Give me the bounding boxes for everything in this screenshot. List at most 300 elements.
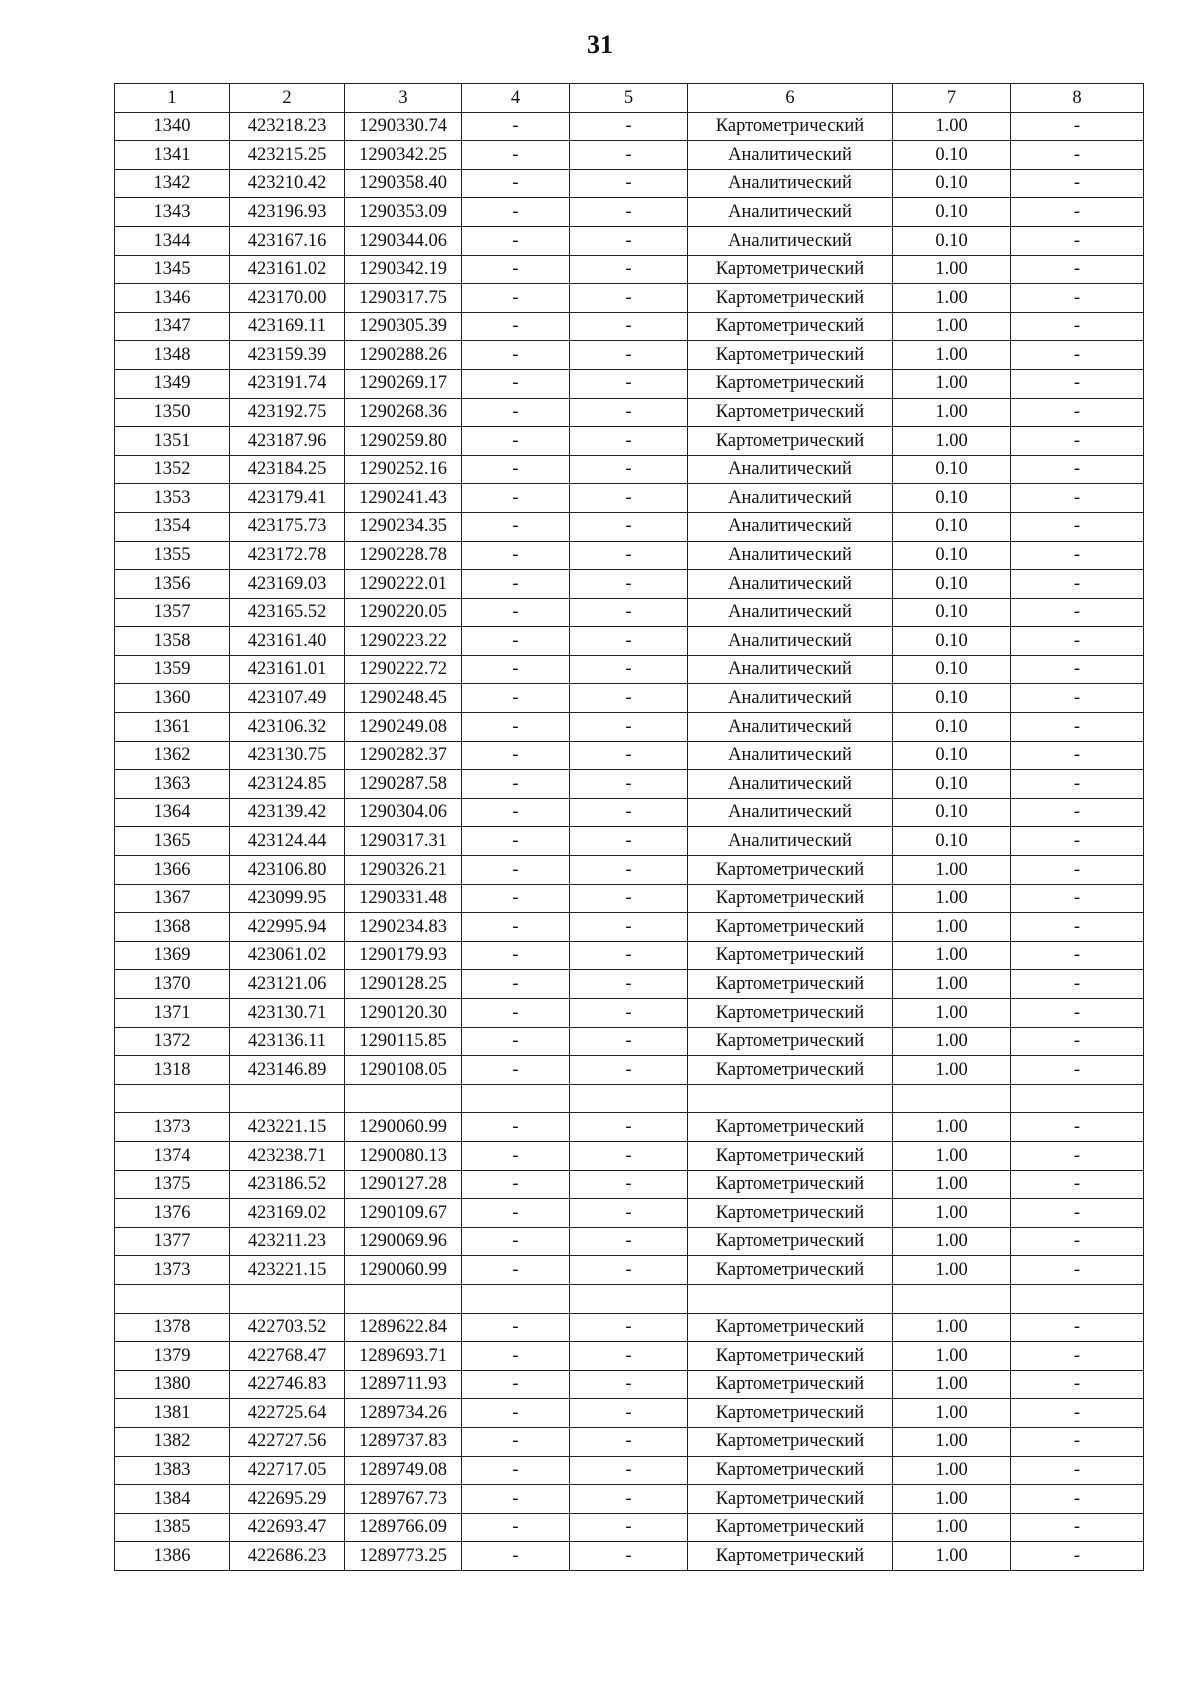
table-cell: Аналитический [688,455,893,484]
table-cell: 1290115.85 [345,1027,462,1056]
table-cell: - [570,312,688,341]
table-cell: - [1011,255,1144,284]
table-cell: - [570,741,688,770]
table-cell: 423191.74 [230,369,345,398]
table-cell: 1290288.26 [345,341,462,370]
table-cell: - [462,1199,570,1228]
table-cell: 1363 [115,770,230,799]
table-cell: 1379 [115,1342,230,1371]
table-cell: 1341 [115,141,230,170]
table-row [115,427,1144,456]
table-cell [115,1284,230,1313]
table-cell: 0.10 [893,627,1011,656]
table-cell: - [1011,770,1144,799]
table-cell: 0.10 [893,169,1011,198]
table-cell: 1345 [115,255,230,284]
separator-row [115,1084,1144,1113]
table-cell: 1290353.09 [345,198,462,227]
table-row [115,512,1144,541]
table-cell: - [462,1056,570,1085]
table-cell: - [1011,312,1144,341]
table-row [115,684,1144,713]
table-cell: 1.00 [893,312,1011,341]
table-cell: - [570,1427,688,1456]
table-cell: 422727.56 [230,1427,345,1456]
table-cell: 422995.94 [230,913,345,942]
table-cell: Аналитический [688,198,893,227]
table-cell: 1383 [115,1456,230,1485]
table-cell: Картометрический [688,1427,893,1456]
table-cell: - [462,913,570,942]
table-cell: - [1011,999,1144,1028]
table-cell: 0.10 [893,770,1011,799]
table-cell: - [1011,169,1144,198]
table-cell: 1.00 [893,884,1011,913]
table-cell: - [570,913,688,942]
table-cell: 1290109.67 [345,1199,462,1228]
table-cell: 423106.80 [230,856,345,885]
table-cell: 1289737.83 [345,1427,462,1456]
table-cell: 1.00 [893,1256,1011,1285]
table-cell: - [1011,884,1144,913]
table-cell: 1290331.48 [345,884,462,913]
table-cell: Картометрический [688,884,893,913]
table-cell: 422693.47 [230,1513,345,1542]
table-cell: 1354 [115,512,230,541]
table-cell: 423170.00 [230,284,345,313]
table-cell: 1289711.93 [345,1370,462,1399]
table-cell [230,1284,345,1313]
table-cell [230,1084,345,1113]
table-cell: Картометрический [688,1399,893,1428]
table-cell: 423169.03 [230,570,345,599]
table-cell: 1.00 [893,255,1011,284]
table-row [115,1113,1144,1142]
table-cell: - [1011,1113,1144,1142]
table-cell: 1351 [115,427,230,456]
table-cell: 1.00 [893,284,1011,313]
table-cell: 1290108.05 [345,1056,462,1085]
table-cell: - [570,141,688,170]
table-cell: 423159.39 [230,341,345,370]
table-cell: 1.00 [893,1056,1011,1085]
table-cell: Картометрический [688,1256,893,1285]
table-cell: - [570,1513,688,1542]
table-cell: Аналитический [688,713,893,742]
table-cell: 1290248.45 [345,684,462,713]
table-cell: - [462,198,570,227]
table-cell: 1290282.37 [345,741,462,770]
column-header: 5 [570,84,688,113]
table-cell: - [462,226,570,255]
table-cell: 0.10 [893,226,1011,255]
table-row [115,198,1144,227]
table-cell: Картометрический [688,1513,893,1542]
table-cell: 1382 [115,1427,230,1456]
table-cell: - [570,713,688,742]
table-cell: 1.00 [893,398,1011,427]
table-cell: 1375 [115,1170,230,1199]
table-cell: 1356 [115,570,230,599]
table-cell: 0.10 [893,198,1011,227]
table-cell: - [1011,1256,1144,1285]
table-cell: 1346 [115,284,230,313]
table-cell: - [462,1313,570,1342]
table-cell: - [462,741,570,770]
table-cell: - [462,1456,570,1485]
table-cell: 423146.89 [230,1056,345,1085]
table-cell: - [1011,1227,1144,1256]
table-cell: - [1011,684,1144,713]
table-cell: 1373 [115,1113,230,1142]
table-cell: 1290069.96 [345,1227,462,1256]
table-cell: 1290268.36 [345,398,462,427]
table-row [115,1199,1144,1228]
table-cell: 423106.32 [230,713,345,742]
table-row [115,1056,1144,1085]
table-cell: - [1011,598,1144,627]
table-cell: Картометрический [688,999,893,1028]
table-cell: - [1011,1313,1144,1342]
table-cell [345,1284,462,1313]
table-cell: 1349 [115,369,230,398]
table-cell: 0.10 [893,141,1011,170]
table-cell: 1290317.75 [345,284,462,313]
table-cell: - [462,970,570,999]
table-cell: Картометрический [688,369,893,398]
table-cell: Картометрический [688,1227,893,1256]
table-cell: 1290304.06 [345,798,462,827]
table-cell: 1343 [115,198,230,227]
table-cell: - [570,1170,688,1199]
table-row [115,1513,1144,1542]
table-cell: 1371 [115,999,230,1028]
table-cell: - [570,1542,688,1571]
table-cell: 1.00 [893,856,1011,885]
table-cell: Картометрический [688,312,893,341]
table-cell: 423175.73 [230,512,345,541]
table-cell: - [570,655,688,684]
table-cell: 1384 [115,1485,230,1514]
table-cell: - [570,398,688,427]
table-row [115,570,1144,599]
table-cell: 423139.42 [230,798,345,827]
table-cell: - [1011,1342,1144,1371]
table-cell: 1290220.05 [345,598,462,627]
table-row [115,627,1144,656]
table-cell: - [462,1542,570,1571]
table-cell: 1.00 [893,1170,1011,1199]
table-cell: 1360 [115,684,230,713]
table-cell: 423107.49 [230,684,345,713]
table-cell: 423124.85 [230,770,345,799]
table-cell: Картометрический [688,1141,893,1170]
table-cell: 1290128.25 [345,970,462,999]
table-cell: 0.10 [893,655,1011,684]
table-cell: - [462,169,570,198]
table-cell: 1.00 [893,1313,1011,1342]
table-cell: 1361 [115,713,230,742]
table-cell: 1289749.08 [345,1456,462,1485]
table-cell: - [462,713,570,742]
table-cell: 1289767.73 [345,1485,462,1514]
table-cell: 423061.02 [230,941,345,970]
table-cell: - [462,1170,570,1199]
table-cell: 1290249.08 [345,713,462,742]
table-cell: - [1011,1456,1144,1485]
table-cell: 423192.75 [230,398,345,427]
table-cell: 1.00 [893,1027,1011,1056]
table-cell: 1290223.22 [345,627,462,656]
table-cell: 423221.15 [230,1256,345,1285]
table-cell: 1290287.58 [345,770,462,799]
table-cell: 1359 [115,655,230,684]
table-cell: 423169.02 [230,1199,345,1228]
table-row [115,1456,1144,1485]
table-row [115,1427,1144,1456]
table-cell: 423211.23 [230,1227,345,1256]
page-number: 31 [587,30,613,59]
table-cell: 1358 [115,627,230,656]
table-row [115,255,1144,284]
column-header: 4 [462,84,570,113]
table-cell: 1.00 [893,1370,1011,1399]
table-cell: Картометрический [688,1542,893,1571]
table-cell: Аналитический [688,741,893,770]
table-cell: 423161.02 [230,255,345,284]
table-cell: Картометрический [688,856,893,885]
table-cell: 1289734.26 [345,1399,462,1428]
table-row [115,741,1144,770]
table-cell: - [1011,198,1144,227]
table-cell: 423167.16 [230,226,345,255]
table-cell: 1.00 [893,1399,1011,1428]
table-row [115,713,1144,742]
table-cell: 423238.71 [230,1141,345,1170]
table-cell: 1386 [115,1542,230,1571]
table-cell: Картометрический [688,112,893,141]
table-cell: 1364 [115,798,230,827]
table-cell: - [462,1113,570,1142]
table-cell: Картометрический [688,398,893,427]
table-cell: 1.00 [893,1227,1011,1256]
table-cell [1011,1084,1144,1113]
table-cell: - [570,1056,688,1085]
table-cell: - [1011,541,1144,570]
table-cell: - [462,1427,570,1456]
table-cell: 1.00 [893,1141,1011,1170]
table-cell: 1366 [115,856,230,885]
table-cell: Картометрический [688,970,893,999]
table-cell: 1.00 [893,369,1011,398]
table-cell: 1.00 [893,1427,1011,1456]
table-cell: - [570,226,688,255]
table-cell: Аналитический [688,770,893,799]
table-cell: 1380 [115,1370,230,1399]
table-cell: 1290060.99 [345,1113,462,1142]
table-cell: Картометрический [688,427,893,456]
table-cell: 422686.23 [230,1542,345,1571]
table-cell: 1344 [115,226,230,255]
table-cell: - [462,1256,570,1285]
table-row [115,369,1144,398]
table-cell: - [1011,427,1144,456]
table-cell: 423186.52 [230,1170,345,1199]
table-cell: 1.00 [893,913,1011,942]
table-cell: 1.00 [893,1513,1011,1542]
table-cell [688,1284,893,1313]
table-cell: 1.00 [893,1485,1011,1514]
table-cell: 1290222.01 [345,570,462,599]
table-cell: - [1011,941,1144,970]
table-cell: - [570,941,688,970]
table-cell: 1381 [115,1399,230,1428]
table-cell: 1352 [115,455,230,484]
table-cell: Аналитический [688,798,893,827]
table-row [115,1227,1144,1256]
table-cell: - [462,884,570,913]
table-cell: - [1011,655,1144,684]
table-cell: 1.00 [893,341,1011,370]
table-cell: 1.00 [893,1456,1011,1485]
table-cell: 1318 [115,1056,230,1085]
table-header-row [115,84,1144,113]
table-cell: - [570,1399,688,1428]
table-row [115,312,1144,341]
table-cell: - [1011,512,1144,541]
table-cell: 1374 [115,1141,230,1170]
table-cell: 1350 [115,398,230,427]
table-cell: - [462,1227,570,1256]
column-header: 1 [115,84,230,113]
table-cell: Аналитический [688,169,893,198]
table-cell: 1.00 [893,941,1011,970]
table-row [115,1313,1144,1342]
table-cell: - [462,1027,570,1056]
table-cell: 1289773.25 [345,1542,462,1571]
table-cell: - [570,169,688,198]
table-cell: - [462,570,570,599]
table-cell: 423099.95 [230,884,345,913]
table-cell: 0.10 [893,684,1011,713]
table-cell: - [570,970,688,999]
table-cell [345,1084,462,1113]
table-cell: - [570,1485,688,1514]
table-cell: 1367 [115,884,230,913]
table-cell: 1357 [115,598,230,627]
table-cell: - [570,1313,688,1342]
table-cell [115,1084,230,1113]
table-row [115,455,1144,484]
table-cell: - [462,999,570,1028]
column-header: 7 [893,84,1011,113]
table-row [115,398,1144,427]
table-cell: - [1011,1056,1144,1085]
table-cell: 1.00 [893,112,1011,141]
table-cell: 1290060.99 [345,1256,462,1285]
table-cell: Картометрический [688,1485,893,1514]
table-row [115,913,1144,942]
table-cell: - [1011,1370,1144,1399]
table-cell: - [1011,226,1144,255]
table-cell: 1290241.43 [345,484,462,513]
table-cell: - [462,827,570,856]
table-row [115,999,1144,1028]
table-cell: - [1011,455,1144,484]
table-cell: - [462,427,570,456]
column-header: 2 [230,84,345,113]
table-cell: 422703.52 [230,1313,345,1342]
table-cell [688,1084,893,1113]
separator-row [115,1284,1144,1313]
table-cell: 1290342.25 [345,141,462,170]
table-cell: 1290252.16 [345,455,462,484]
table-cell: - [1011,798,1144,827]
table-cell: 0.10 [893,512,1011,541]
table-cell: - [1011,284,1144,313]
table-row [115,1370,1144,1399]
table-cell: - [462,455,570,484]
table-cell: 1340 [115,112,230,141]
table-cell: - [462,655,570,684]
table-cell: - [570,1456,688,1485]
table-cell: 422717.05 [230,1456,345,1485]
table-cell: 423210.42 [230,169,345,198]
table-cell: - [1011,1199,1144,1228]
table-cell: 1290234.35 [345,512,462,541]
table-cell: 423215.25 [230,141,345,170]
table-cell: 1362 [115,741,230,770]
table-cell: - [462,856,570,885]
table-cell: 423136.11 [230,1027,345,1056]
table-cell: - [570,1141,688,1170]
table-cell: Аналитический [688,141,893,170]
column-header: 6 [688,84,893,113]
table-row [115,341,1144,370]
table-cell: - [570,1199,688,1228]
table-cell: - [1011,341,1144,370]
table-cell: - [462,627,570,656]
table-cell: 0.10 [893,541,1011,570]
table-cell: Аналитический [688,827,893,856]
table-cell: 1.00 [893,999,1011,1028]
table-row [115,112,1144,141]
table-cell: - [462,341,570,370]
table-cell: - [570,856,688,885]
table-cell: 1290179.93 [345,941,462,970]
table-row [115,655,1144,684]
table-cell: Картометрический [688,341,893,370]
table-row [115,1256,1144,1285]
table-cell: 423130.71 [230,999,345,1028]
table-cell: - [570,1027,688,1056]
table-cell [462,1084,570,1113]
table-cell: - [1011,1141,1144,1170]
table-cell: - [462,512,570,541]
table-cell: 423179.41 [230,484,345,513]
table-cell: 1342 [115,169,230,198]
table-cell: - [570,484,688,513]
table-cell: - [570,770,688,799]
table-cell [462,1284,570,1313]
table-cell: - [462,798,570,827]
table-cell: 1290080.13 [345,1141,462,1170]
table-cell: - [462,1342,570,1371]
table-row [115,141,1144,170]
table-row [115,941,1144,970]
table-cell: - [1011,369,1144,398]
table-cell: - [462,1485,570,1514]
